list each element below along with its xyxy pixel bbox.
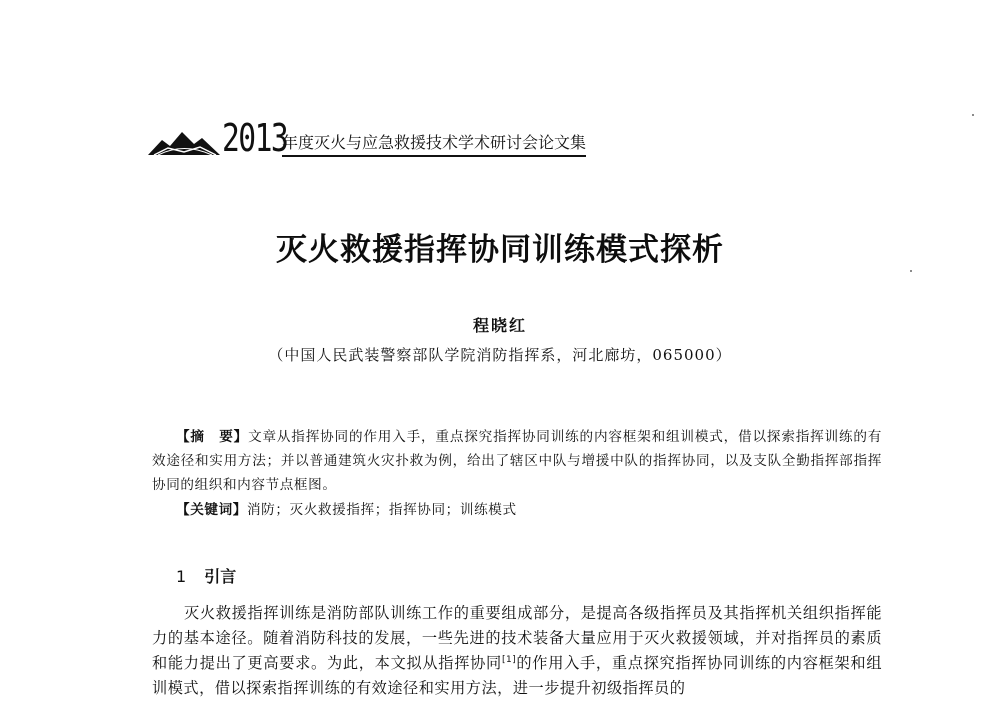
abstract xyxy=(152,425,882,497)
body-text-part-1: 灭火救援指挥训练是消防部队训练工作的重要组成部分，是提高各级指挥员及其指挥机关组织指挥能力的基本途径。随着消防科技的发展，一些先进的技术装备大量应用于灭火救援领域，并对指挥员的素质和能力提出了更高要求。为此，本文拟从指挥协同 xyxy=(152,604,882,672)
citation-ref: [1] xyxy=(501,654,517,665)
abstract-text: 文章从指挥协同的作用入手，重点探究指挥协同训练的内容框架和组训模式，借以探索指挥训练的有效途径和实用方法；并以普通建筑火灾扑救为例，给出了辖区中队与增援中队的指挥协同，以及支队全勤指挥部指挥协同的组织和内容节点框图。 xyxy=(152,429,882,493)
abstract-label: 【摘 要】 xyxy=(176,429,249,445)
body-text-part-2: 的作用入手，重点探究指挥协同训练的内容框架和组训模式，借以探索指挥训练的有效途径和实用方法，进一步提升初级指挥员的 xyxy=(152,654,882,697)
body-paragraph xyxy=(152,601,882,701)
author-affiliation: （中国人民武装警察部队学院消防指挥系，河北廊坊，065000） xyxy=(268,346,732,364)
section-title: 引言 xyxy=(204,567,237,586)
keywords xyxy=(176,498,876,522)
keywords-text: 消防；灭火救援指挥；指挥协同；训练模式 xyxy=(246,502,517,518)
scan-speck xyxy=(910,270,912,272)
mountain-book-logo xyxy=(148,128,220,156)
scan-speck xyxy=(972,114,974,116)
proceedings-year: 2013 xyxy=(222,116,288,160)
section-number: 1 xyxy=(176,567,187,586)
paper-title: 灭火救援指挥协同训练模式探析 xyxy=(276,232,724,268)
paper-author: 程晓红 xyxy=(472,316,527,335)
proceedings-series-title: 年度灭火与应急救援技术学术研讨会论文集 xyxy=(282,132,586,157)
keywords-label: 【关键词】 xyxy=(176,502,247,518)
proceedings-header xyxy=(148,118,628,158)
section-heading-introduction xyxy=(176,564,236,587)
